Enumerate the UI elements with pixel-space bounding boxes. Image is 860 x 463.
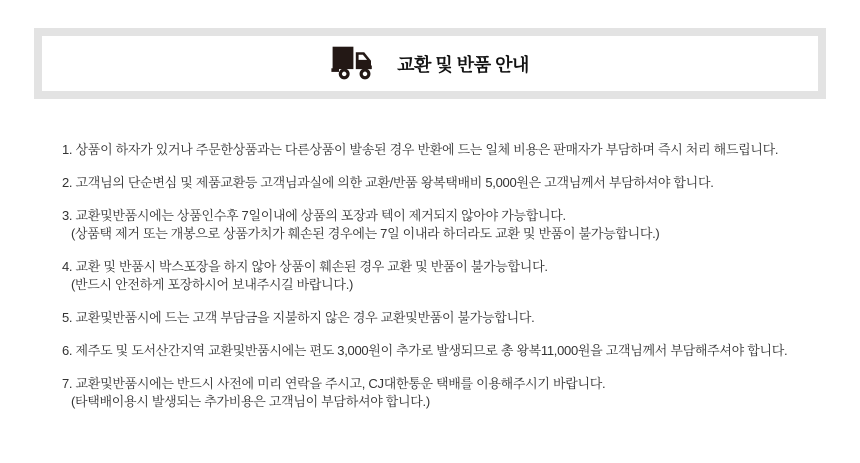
policy-item-text: 1. 상품이 하자가 있거나 주문한상품과는 다른상품이 발송된 경우 반환에 드는 일체 비용은 판매자가 부담하며 즉시 처리 해드립니다.	[62, 142, 779, 157]
page-title: 교환 및 반품 안내	[397, 54, 529, 75]
policy-item-note: (반드시 안전하게 포장하시어 보내주시길 바랍니다.)	[71, 277, 354, 292]
truck-icon	[331, 45, 379, 82]
policy-item-text: 2. 고객님의 단순변심 및 제품교환등 고객님과실에 의한 교환/반품 왕복택배비 5,000원은 고객님께서 부담하셔야 합니다.	[62, 175, 714, 190]
policy-item-text: 4. 교환 및 반품시 박스포장을 하지 않아 상품이 훼손된 경우 교환 및 반품이 불가능합니다.	[62, 259, 548, 274]
exchange-return-notice-page	[0, 28, 860, 411]
policy-item	[62, 342, 830, 360]
policy-item	[62, 309, 830, 327]
policy-item	[62, 258, 830, 294]
policy-item-note: (타택배이용시 발생되는 추가비용은 고객님이 부담하셔야 합니다.)	[71, 394, 430, 409]
policy-item-note: (상품택 제거 또는 개봉으로 상품가치가 훼손된 경우에는 7일 이내라 하더라도 교환 및 반품이 불가능합니다.)	[71, 226, 660, 241]
policy-item-text: 6. 제주도 및 도서산간지역 교환및반품시에는 편도 3,000원이 추가로 발생되므로 총 왕복11,000원을 고객님께서 부담해주셔야 합니다.	[62, 343, 788, 358]
policy-item-text: 7. 교환및반품시에는 반드시 사전에 미리 연락을 주시고, CJ대한통운 택배를 이용해주시기 바랍니다.	[62, 376, 606, 391]
policy-list	[0, 99, 860, 411]
notice-header	[34, 28, 826, 99]
policy-item-text: 3. 교환및반품시에는 상품인수후 7일이내에 상품의 포장과 텍이 제거되지 않아야 가능합니다.	[62, 208, 566, 223]
policy-item	[62, 207, 830, 243]
policy-item-text: 5. 교환및반품시에 드는 고객 부담금을 지불하지 않은 경우 교환및반품이 불가능합니다.	[62, 310, 535, 325]
policy-item	[62, 375, 830, 411]
policy-item	[62, 141, 830, 159]
policy-item	[62, 174, 830, 192]
